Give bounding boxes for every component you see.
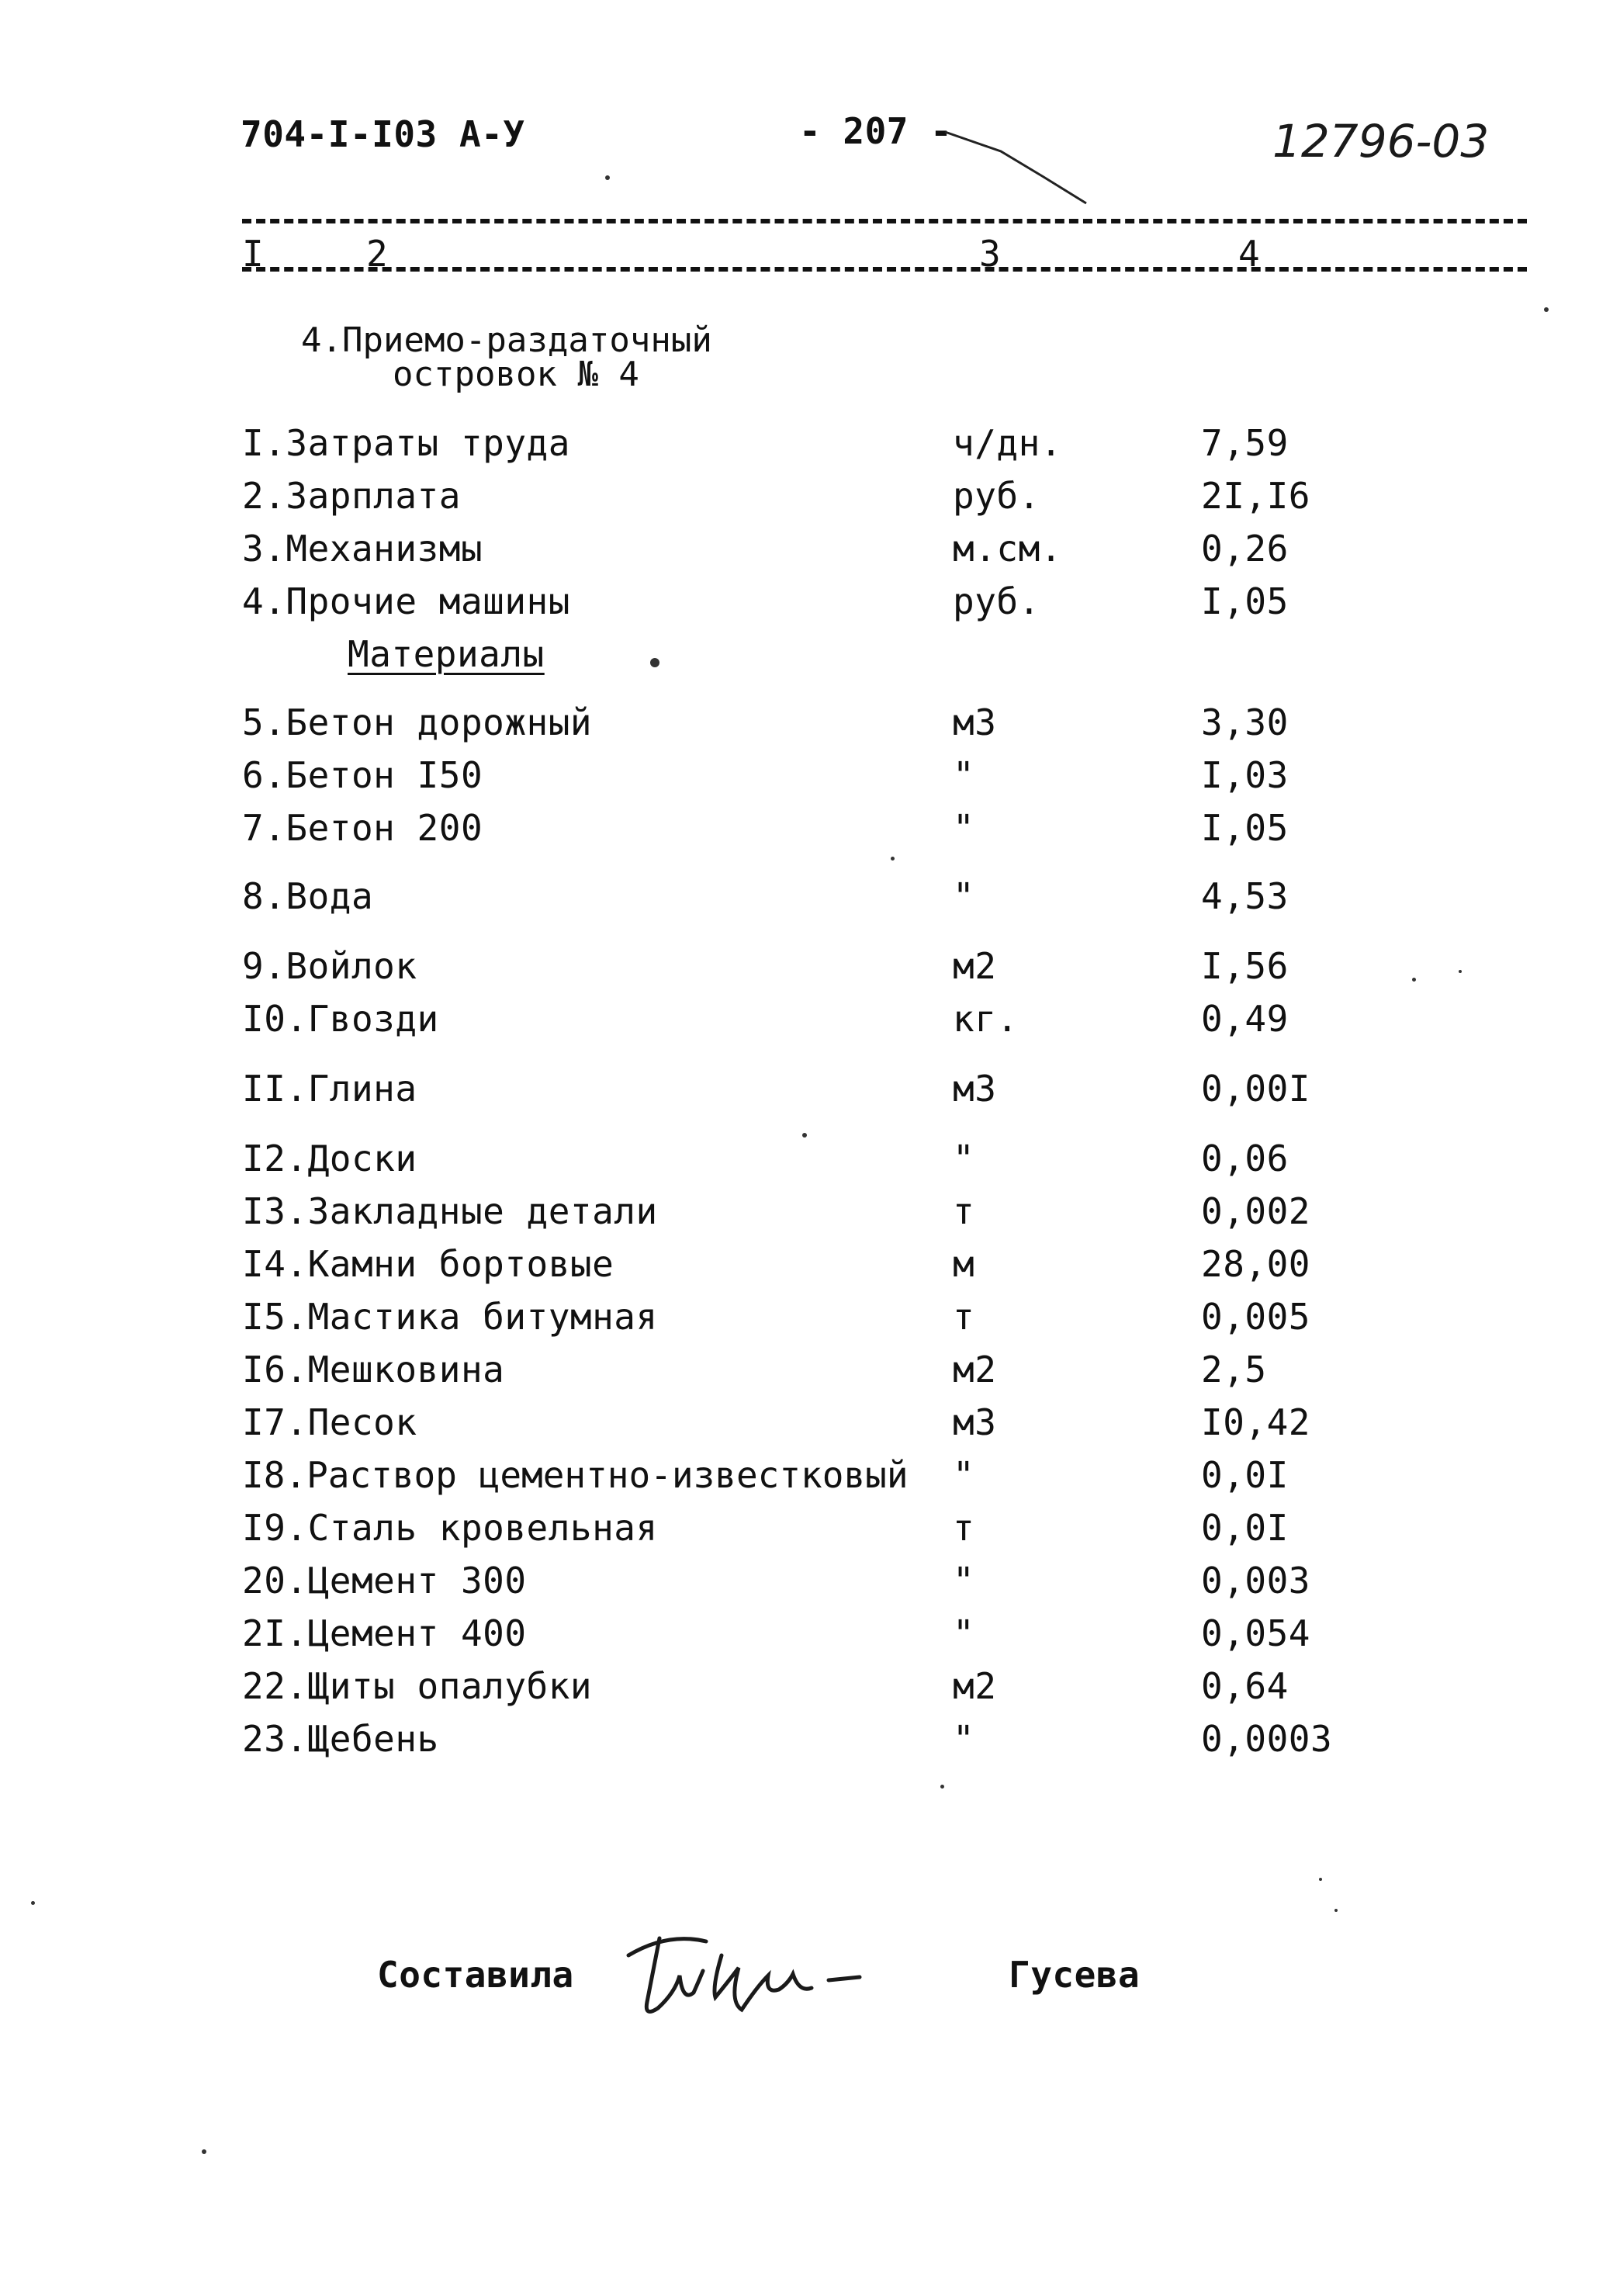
row-quantity: 0,06 <box>1201 1138 1289 1179</box>
row-quantity: 0,054 <box>1201 1612 1310 1654</box>
row-name: 2I.Цемент 400 <box>242 1612 527 1654</box>
row-unit: м.см. <box>953 528 1062 570</box>
row-name: I0.Гвозди <box>242 998 439 1040</box>
section-title-line2: островок № 4 <box>393 355 639 394</box>
speck <box>31 1901 35 1905</box>
column-number-2: 2 <box>366 233 388 275</box>
compiler-name: Гусева <box>1009 1954 1141 1996</box>
row-name: 6.Бетон I50 <box>242 754 483 796</box>
row-quantity: 28,00 <box>1201 1243 1310 1285</box>
row-unit: м <box>953 1243 975 1285</box>
header-rule-top <box>242 219 1527 223</box>
speck <box>605 175 610 180</box>
row-name: I3.Закладные детали <box>242 1190 658 1232</box>
speck <box>650 658 659 667</box>
row-name: 8.Вода <box>242 875 374 917</box>
row-name: 5.Бетон дорожный <box>242 701 593 743</box>
section-title-line1: 4.Приемо-раздаточный <box>301 320 712 360</box>
row-unit: " <box>953 1612 975 1654</box>
row-name: 9.Войлок <box>242 945 417 987</box>
speck <box>802 1133 807 1138</box>
handwritten-signature <box>613 1901 877 2025</box>
speck <box>1544 307 1549 312</box>
materials-heading: Материалы <box>348 633 545 675</box>
row-quantity: 0,005 <box>1201 1296 1310 1338</box>
row-quantity: 0,64 <box>1201 1665 1289 1707</box>
row-quantity: I,56 <box>1201 945 1289 987</box>
row-unit: " <box>953 875 975 917</box>
row-unit: т <box>953 1507 975 1549</box>
row-quantity: 0,0I <box>1201 1454 1289 1496</box>
row-unit: " <box>953 754 975 796</box>
speck <box>1334 1909 1338 1912</box>
row-quantity: 7,59 <box>1201 422 1289 464</box>
speck <box>940 1785 944 1789</box>
row-name: I4.Камни бортовые <box>242 1243 614 1285</box>
row-quantity: 0,49 <box>1201 998 1289 1040</box>
row-unit: " <box>953 1454 975 1496</box>
row-unit: " <box>953 807 975 849</box>
row-unit: кг. <box>953 998 1019 1040</box>
row-name: II.Глина <box>242 1068 417 1110</box>
row-unit: м2 <box>953 1665 997 1707</box>
row-quantity: I,05 <box>1201 807 1289 849</box>
row-name: 3.Механизмы <box>242 528 483 570</box>
column-number-4: 4 <box>1238 233 1260 275</box>
row-name: I8.Раствор цементно-известковый <box>242 1454 909 1496</box>
row-unit: м3 <box>953 701 997 743</box>
row-name: I2.Доски <box>242 1138 417 1179</box>
compiled-by-label: Составила <box>377 1954 574 1996</box>
row-quantity: I,05 <box>1201 580 1289 622</box>
row-name: I.Затраты труда <box>242 422 570 464</box>
column-number-1: I <box>242 233 264 275</box>
row-unit: " <box>953 1560 975 1602</box>
row-unit: м3 <box>953 1401 997 1443</box>
row-quantity: 0,003 <box>1201 1560 1310 1602</box>
row-quantity: I,03 <box>1201 754 1289 796</box>
row-quantity: 0,002 <box>1201 1190 1310 1232</box>
row-unit: руб. <box>953 580 1040 622</box>
row-quantity: 0,00I <box>1201 1068 1310 1110</box>
row-name: 20.Цемент 300 <box>242 1560 527 1602</box>
row-unit: " <box>953 1718 975 1760</box>
row-unit: т <box>953 1190 975 1232</box>
row-quantity: 3,30 <box>1201 701 1289 743</box>
row-quantity: 4,53 <box>1201 875 1289 917</box>
speck <box>202 2149 206 2154</box>
handwritten-archive-number: 12796-03 <box>1272 115 1490 168</box>
row-unit: руб. <box>953 475 1040 517</box>
speck <box>1412 978 1416 982</box>
speck <box>891 857 895 861</box>
row-unit: т <box>953 1296 975 1338</box>
pen-stroke <box>0 0 1620 233</box>
row-unit: м2 <box>953 1349 997 1390</box>
row-quantity: I0,42 <box>1201 1401 1310 1443</box>
document-code: 704-I-I03 А-У <box>241 113 525 155</box>
row-unit: м2 <box>953 945 997 987</box>
row-quantity: 0,26 <box>1201 528 1289 570</box>
speck <box>1459 970 1462 973</box>
row-name: I9.Сталь кровельная <box>242 1507 658 1549</box>
row-name: 7.Бетон 200 <box>242 807 483 849</box>
row-quantity: 0,0I <box>1201 1507 1289 1549</box>
speck <box>1319 1878 1322 1881</box>
row-unit: м3 <box>953 1068 997 1110</box>
header-rule-bottom <box>242 267 1527 272</box>
row-quantity: 0,0003 <box>1201 1718 1333 1760</box>
column-number-3: 3 <box>979 233 1001 275</box>
row-name: 2.Зарплата <box>242 475 461 517</box>
row-quantity: 2I,I6 <box>1201 475 1310 517</box>
page-number: - 207 - <box>799 110 953 152</box>
row-unit: ч/дн. <box>953 422 1062 464</box>
row-name: I7.Песок <box>242 1401 417 1443</box>
row-name: 4.Прочие машины <box>242 580 570 622</box>
row-name: I6.Мешковина <box>242 1349 505 1390</box>
row-name: 23.Щебень <box>242 1718 439 1760</box>
row-name: 22.Щиты опалубки <box>242 1665 593 1707</box>
row-name: I5.Мастика битумная <box>242 1296 658 1338</box>
row-quantity: 2,5 <box>1201 1349 1267 1390</box>
row-unit: " <box>953 1138 975 1179</box>
